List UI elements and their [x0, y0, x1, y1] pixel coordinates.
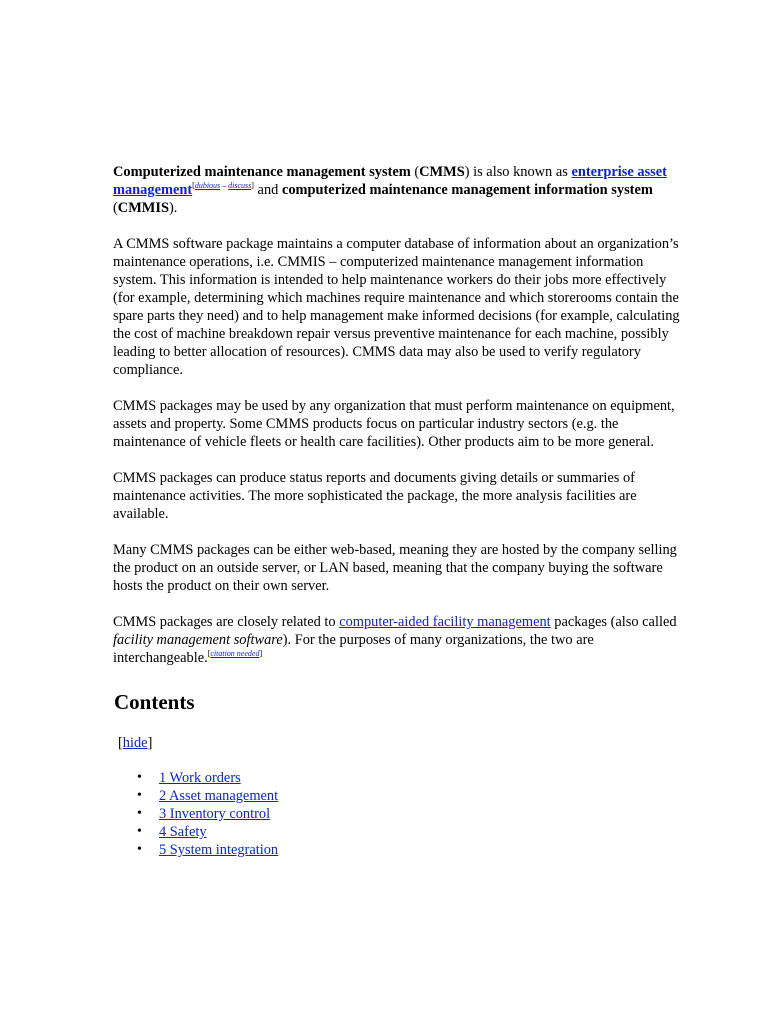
link-enterprise-asset-management[interactable]: enterprise asset management — [113, 164, 667, 198]
table-of-contents — [113, 769, 681, 859]
dubious-note: [dubious – discuss] — [192, 181, 254, 190]
toc-item — [137, 805, 681, 823]
term-cmms: Computerized maintenance management system — [113, 164, 411, 180]
paragraph-web-based: Many CMMS packages can be either web-based, meaning they are hosted by the company selling the product on an outside server, or LAN based, meaning that the company buying the software hosts the product on their own server. — [113, 542, 677, 594]
toc-link-safety[interactable]: 4 Safety — [159, 824, 207, 840]
abbr-cmms: CMMS — [419, 164, 465, 180]
toc-toggle: [hide] — [118, 735, 153, 751]
link-citation-needed[interactable]: citation needed — [210, 649, 260, 658]
bullet-icon: • — [137, 842, 142, 857]
paragraph-organizations: CMMS packages may be used by any organization that must perform maintenance on equipment, assets and property. Some CMMS products focus on particular industry sectors (e.g. the maintenance of vehicle fleets or health care facilities). Other products aim to be more general. — [113, 398, 675, 450]
toc-item — [137, 841, 681, 859]
toc-link-system-integration[interactable]: 5 System integration — [159, 842, 279, 858]
toc-item — [137, 787, 681, 805]
facility-management-software-term: facility management software — [113, 632, 283, 648]
link-computer-aided-facility-management[interactable]: computer-aided facility management — [339, 614, 551, 630]
abbr-cmmis: CMMIS — [117, 200, 169, 216]
citation-needed-note: [citation needed] — [207, 649, 263, 658]
paragraph-cafm: CMMS packages are closely related to computer-aided facility management packages (also called facility management software). For the purposes of many organizations, the two are interchangeable.[citation needed] — [113, 614, 677, 666]
link-dubious[interactable]: dubious — [194, 181, 221, 190]
bullet-icon: • — [137, 806, 142, 821]
term-cmmis: computerized maintenance management information system — [281, 182, 653, 198]
toc-link-work-orders[interactable]: 1 Work orders — [159, 770, 241, 786]
link-discuss[interactable]: discuss — [228, 181, 252, 190]
bullet-icon: • — [137, 824, 142, 839]
intro-text-and: and — [253, 182, 282, 198]
hide-toc-link[interactable]: hide — [122, 735, 148, 751]
bullet-icon: • — [137, 788, 142, 803]
intro-paragraph: Computerized maintenance management system (CMMS) is also known as enterprise asset management[dubious – discuss] and computerized maintenance management information system (CMMIS). — [113, 164, 667, 216]
bullet-icon: • — [137, 770, 142, 785]
paragraph-reports: CMMS packages can produce status reports and documents giving details or summaries of maintenance activities. The more sophisticated the package, the more analysis facilities are available. — [113, 470, 637, 522]
toc-item — [137, 769, 681, 787]
toc-link-asset-management[interactable]: 2 Asset management — [159, 788, 279, 804]
toc-item — [137, 823, 681, 841]
toc-link-inventory-control[interactable]: 3 Inventory control — [159, 806, 271, 822]
paragraph-database: A CMMS software package maintains a computer database of information about an organization’s maintenance operations, i.e. CMMIS – computerized maintenance management information system. This information is intended to help maintenance workers do their jobs more effectively (for example, determining which machines require maintenance and which storerooms contain the spare parts they need) and to help management make informed decisions (for example, calculating the cost of machine breakdown repair versus preventive maintenance for each machine, possibly leading to better allocation of resources). CMMS data may also be used to verify regulatory compliance. — [113, 236, 680, 378]
contents-heading: Contents — [114, 690, 195, 714]
article-body — [113, 163, 681, 859]
intro-text-also: ) is also known as — [464, 164, 572, 180]
